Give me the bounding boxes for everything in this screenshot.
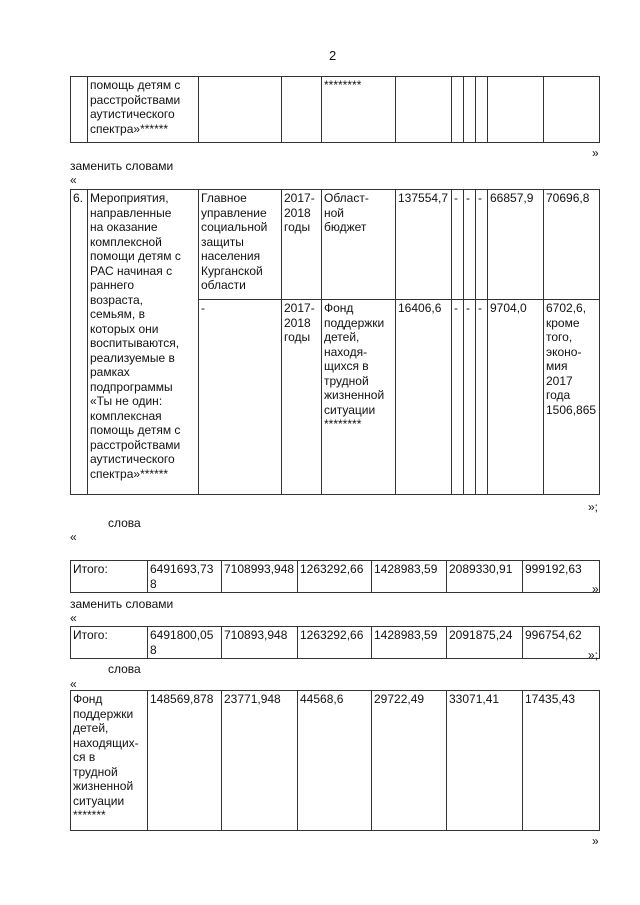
row6-y4-1: 66857,9 xyxy=(488,190,544,300)
itogo-new-label: Итого: xyxy=(71,627,148,659)
replace-phrase: заменить словами xyxy=(70,597,174,611)
close-quote: » xyxy=(592,582,599,596)
row6-y2-1: - xyxy=(464,190,476,300)
words-label: слова xyxy=(108,662,141,676)
row6-y5-1: 70696,8 xyxy=(544,190,600,300)
row6-y1-1: - xyxy=(452,190,464,300)
fund-value: 17435,43 xyxy=(523,691,600,831)
open-quote: « xyxy=(70,530,77,544)
top-executor-cell xyxy=(199,77,282,143)
row6-y1-2: - xyxy=(452,300,464,495)
row6-y3-1: - xyxy=(476,190,488,300)
fund-value: 44568,6 xyxy=(298,691,372,831)
close-quote: » xyxy=(592,146,599,160)
row6-table xyxy=(70,189,600,495)
itogo-old-label: Итого: xyxy=(71,561,148,593)
itogo-new-value: 1263292,66 xyxy=(298,627,372,659)
top-num-cell xyxy=(71,77,88,143)
itogo-old-value: 1263292,66 xyxy=(298,561,372,593)
itogo-old-value: 2089330,91 xyxy=(447,561,523,593)
itogo-new-value: 996754,62 xyxy=(523,627,600,659)
itogo-new-table xyxy=(70,626,600,659)
row6-executor-1: Главное управление социальной защиты населения Курганской области xyxy=(199,190,282,300)
row6-executor-2: - xyxy=(199,300,282,495)
top-table-fragment xyxy=(70,76,600,143)
itogo-new-value: 2091875,24 xyxy=(447,627,523,659)
fund-table xyxy=(70,690,600,831)
top-source-cell: ******** xyxy=(322,77,396,143)
page-number: 2 xyxy=(329,48,337,63)
replace-phrase: заменить словами xyxy=(70,159,174,173)
row6-y2-2: - xyxy=(464,300,476,495)
itogo-old-table xyxy=(70,560,600,593)
itogo-old-value: 1428983,59 xyxy=(372,561,447,593)
row6-num: 6. xyxy=(71,190,88,495)
open-quote: « xyxy=(70,611,77,625)
close-quote: »; xyxy=(588,648,599,662)
fund-name: Фонд поддержки детей, находящих- ся в трудной жизненной ситуации ******* xyxy=(71,691,148,831)
fund-value: 29722,49 xyxy=(372,691,447,831)
itogo-new-value: 1428983,59 xyxy=(372,627,447,659)
fund-value: 23771,948 xyxy=(222,691,298,831)
open-quote: « xyxy=(70,173,77,187)
close-quote: »; xyxy=(588,500,599,514)
fund-value: 148569,878 xyxy=(148,691,222,831)
itogo-old-value: 6491693,738 xyxy=(148,561,222,593)
open-quote: « xyxy=(70,677,77,691)
words-label: слова xyxy=(108,516,141,530)
row6-total-1: 137554,7 xyxy=(396,190,452,300)
itogo-old-value: 7108993,948 xyxy=(222,561,298,593)
itogo-old-value: 999192,63 xyxy=(523,561,600,593)
row6-period-1: 2017- 2018 годы xyxy=(282,190,322,300)
row6-title: Мероприятия, направленные на оказание комплексной помощи детям с РАС начиная с раннего возраста, семьям, в которых они воспитываются, реализуемые в рамках подпрограммы «Ты не один: комплексная помощь детям с расстройствами аутистического спектра»****** xyxy=(88,190,199,495)
fund-value: 33071,41 xyxy=(447,691,523,831)
close-quote: » xyxy=(592,834,599,848)
row6-total-2: 16406,6 xyxy=(396,300,452,495)
itogo-new-value: 710893,948 xyxy=(222,627,298,659)
row6-y3-2: - xyxy=(476,300,488,495)
row6-source-1: Област- ной бюджет xyxy=(322,190,396,300)
top-period-cell xyxy=(282,77,322,143)
row6-y4-2: 9704,0 xyxy=(488,300,544,495)
top-title-cell: помощь детям с расстройствами аутистического спектра»****** xyxy=(88,77,199,143)
row6-y5-2: 6702,6, кроме того, эконо- мия 2017 года 1506,865 xyxy=(544,300,600,495)
itogo-new-value: 6491800,058 xyxy=(148,627,222,659)
row6-source-2: Фонд поддержки детей, находя- щихся в трудной жизненной ситуации ******** xyxy=(322,300,396,495)
row6-period-2: 2017- 2018 годы xyxy=(282,300,322,495)
